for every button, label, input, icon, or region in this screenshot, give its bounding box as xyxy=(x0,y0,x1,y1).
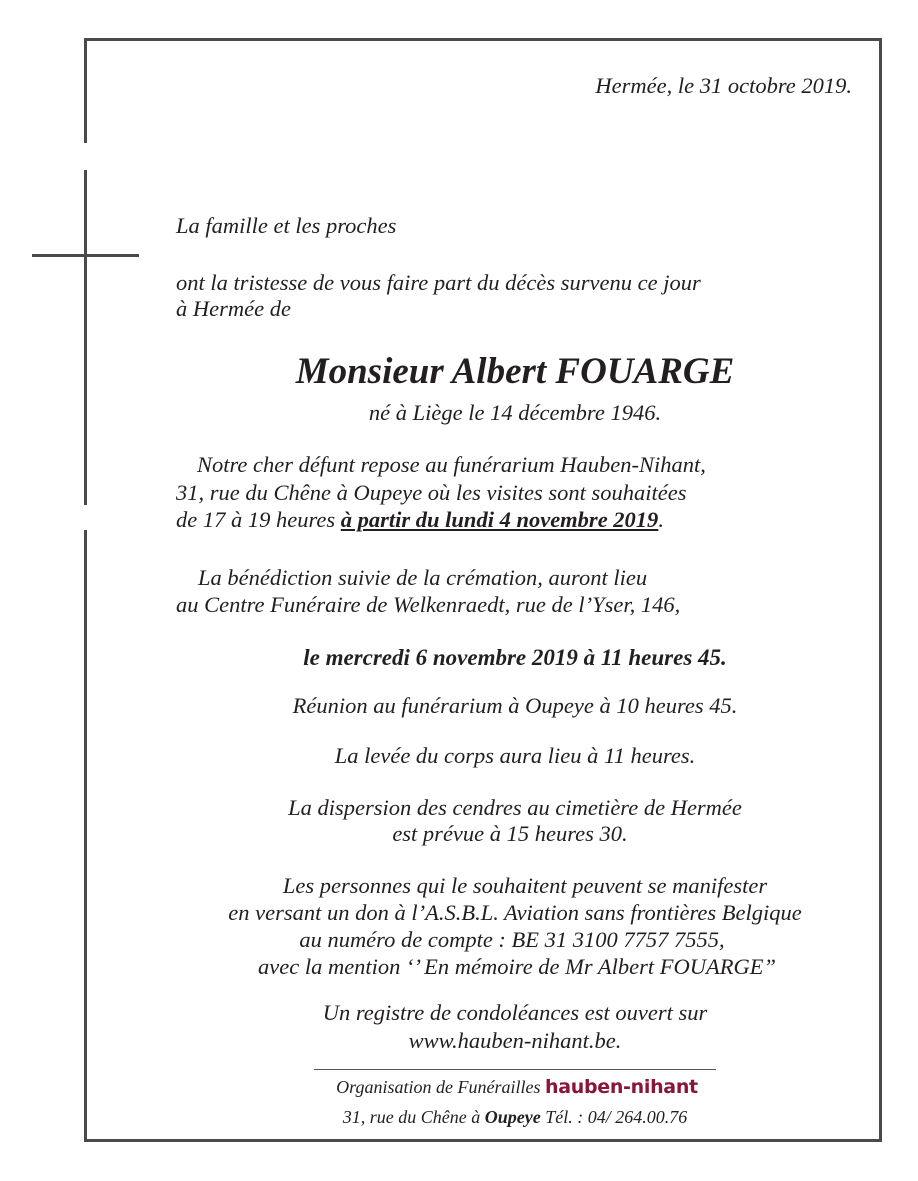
place-date: Hermée, le 31 octobre 2019. xyxy=(595,73,852,98)
address-street: 31, rue du Chêne à xyxy=(342,1107,485,1127)
frame-bottom-line xyxy=(84,1139,882,1142)
organizer-label: Organisation de Funérailles xyxy=(336,1077,545,1097)
visitation-start-date: à partir du lundi 4 novembre 2019 xyxy=(340,507,659,532)
frame-left-line xyxy=(84,38,87,143)
ceremony-datetime: le mercredi 6 novembre 2019 à 11 heures 45. xyxy=(303,645,727,670)
footer-divider xyxy=(314,1069,716,1070)
intro-line: à Hermée de xyxy=(176,296,291,321)
address-city: Oupeye xyxy=(484,1107,541,1127)
visitation-line: 31, rue du Chêne à Oupeye où les visites sont souhaitées xyxy=(176,480,687,505)
registry-line: Un registre de condoléances est ouvert sur xyxy=(322,1000,708,1025)
donation-account: au numéro de compte : BE 31 3100 7757 7555, xyxy=(299,927,725,952)
visitation-line: Notre cher défunt repose au funérarium Hauben-Nihant, xyxy=(197,452,706,477)
ceremony-line: au Centre Funéraire de Welkenraedt, rue de l’Yser, 146, xyxy=(176,592,681,617)
frame-left-line xyxy=(84,170,87,505)
registry-url[interactable]: www.hauben-nihant.be. xyxy=(408,1028,622,1053)
reunion-info: Réunion au funérarium à Oupeye à 10 heures 45. xyxy=(292,693,738,718)
donation-line: Les personnes qui le souhaitent peuvent se manifester xyxy=(282,873,768,898)
dispersion-line: est prévue à 15 heures 30. xyxy=(392,821,628,846)
ceremony-line: La bénédiction suivie de la crémation, auront lieu xyxy=(198,565,648,590)
dispersion-line: La dispersion des cendres au cimetière de Hermée xyxy=(288,795,742,820)
cross-bar xyxy=(32,254,139,257)
visitation-period: . xyxy=(658,507,664,532)
phone-number: Tél. : 04/ 264.00.76 xyxy=(540,1107,688,1127)
brand-logo: hauben-nihant xyxy=(544,1076,698,1098)
visitation-hours: de 17 à 19 heures xyxy=(176,507,341,532)
frame-top-line xyxy=(84,38,881,41)
intro-line: La famille et les proches xyxy=(176,213,397,238)
birth-info: né à Liège le 14 décembre 1946. xyxy=(368,400,662,425)
donation-line: en versant un don à l’A.S.B.L. Aviation sans frontières Belgique xyxy=(228,900,802,925)
organizer-address xyxy=(0,1106,918,1128)
organizer xyxy=(0,1076,918,1098)
levee-info: La levée du corps aura lieu à 11 heures. xyxy=(334,743,696,768)
donation-line: avec la mention ‘’ En mémoire de Mr Albert FOUARGE” xyxy=(257,954,776,979)
visitation-line xyxy=(176,507,664,533)
deceased-name: Monsieur Albert FOUARGE xyxy=(295,351,735,392)
intro-line: ont la tristesse de vous faire part du décès survenu ce jour xyxy=(176,270,701,295)
